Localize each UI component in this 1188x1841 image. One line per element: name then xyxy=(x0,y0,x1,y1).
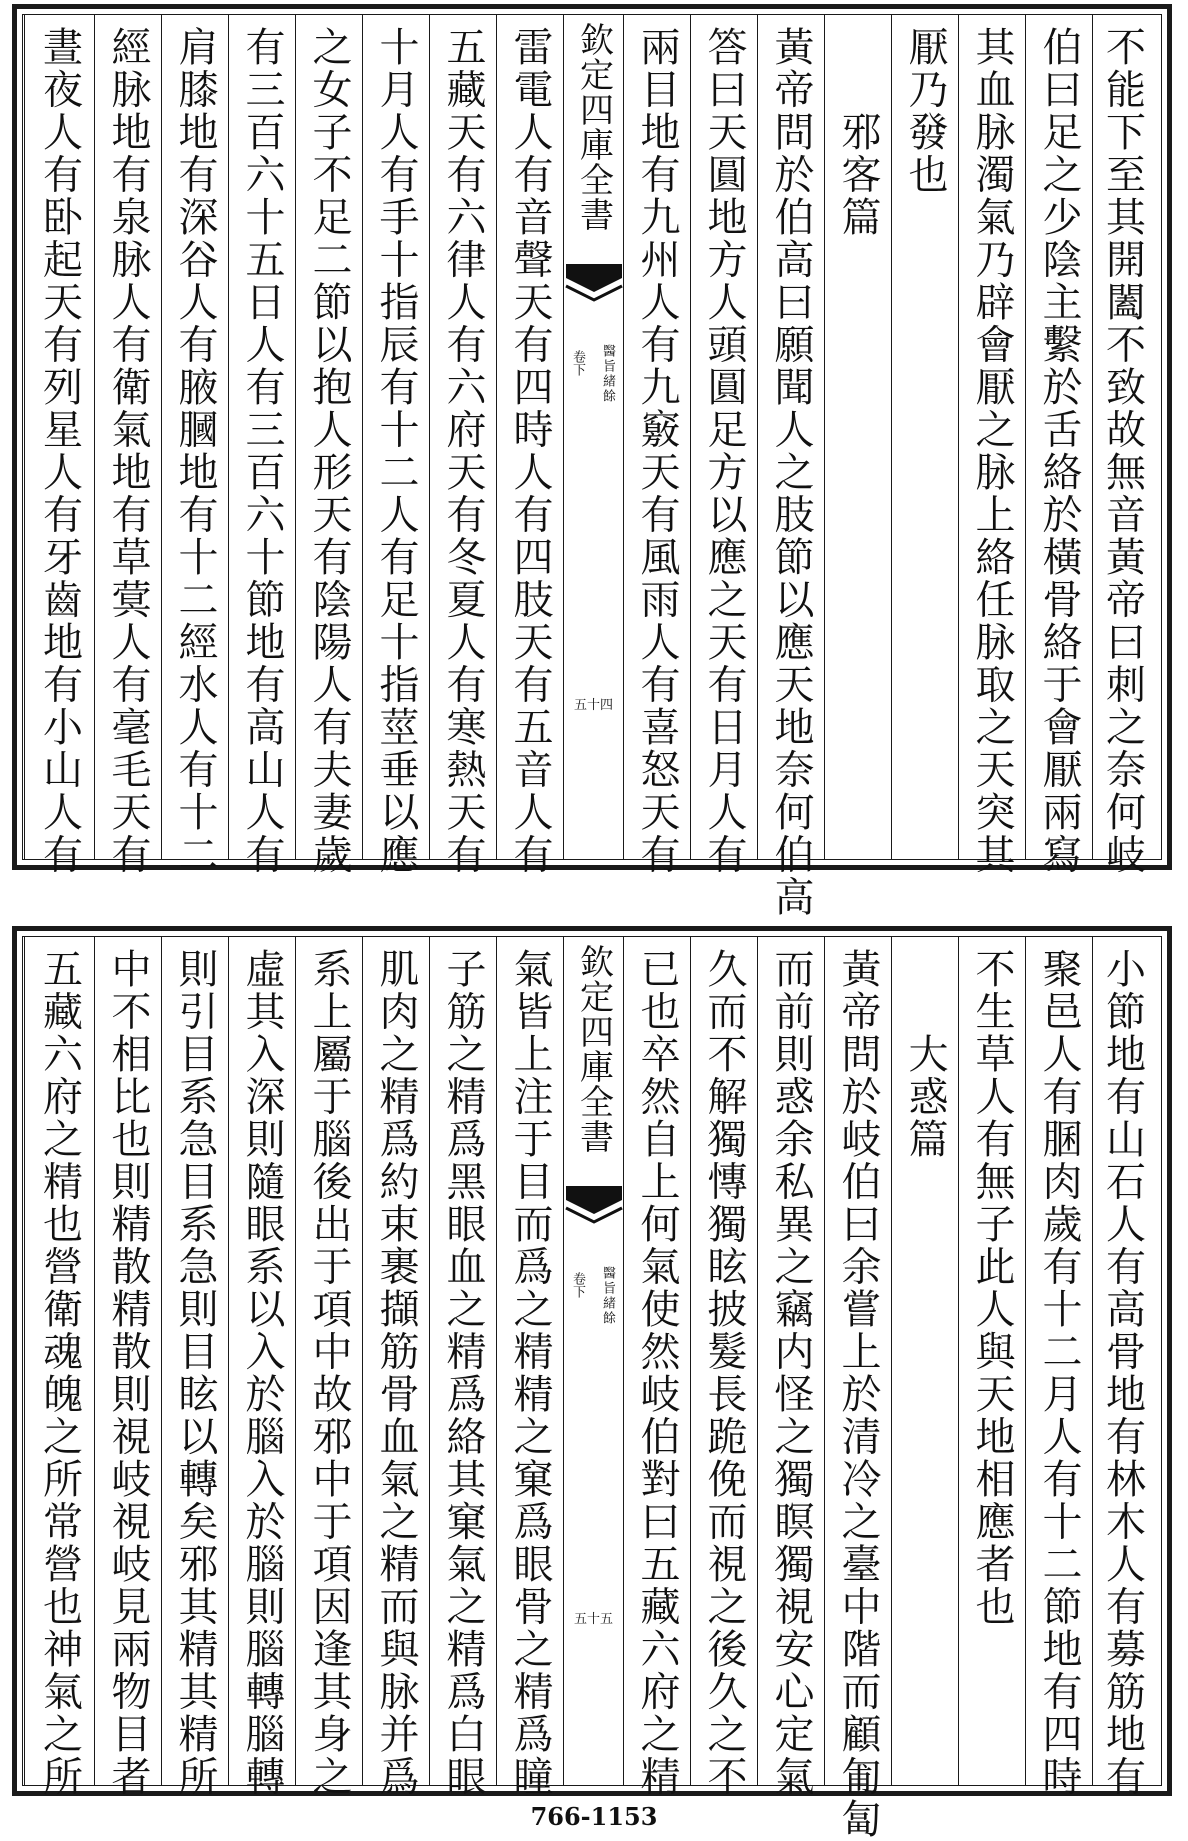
book-title: 醫旨緒餘 xyxy=(600,1266,615,1326)
column-text: 伯曰足之少陰主繫於舌絡於橫骨絡于會厭兩寫 xyxy=(1036,26,1082,876)
chapter-heading: 大惑篇 xyxy=(902,948,948,1161)
column-text: 厭乃發也 xyxy=(902,26,948,196)
text-column xyxy=(891,936,958,1786)
catalog-number: 766-1153 xyxy=(530,1802,658,1831)
text-column xyxy=(757,936,824,1798)
text-column xyxy=(362,936,429,1798)
column-text: 久而不解獨慱獨眩披髮長跪俛而視之後久之不 xyxy=(701,948,747,1798)
text-column xyxy=(958,936,1025,1786)
upper-page xyxy=(12,4,1172,919)
column-text: 中不相比也則精散精散則視岐視岐見兩物目者 xyxy=(105,948,151,1798)
book-title: 醫旨緒餘 xyxy=(600,344,615,404)
column-text: 兩目地有九州人有九竅天有風雨人有喜怒天有 xyxy=(634,26,680,876)
volume-label: 卷下 xyxy=(570,350,585,376)
column-text: 則引目系急目系急則目眩以轉矣邪其精其精所 xyxy=(172,948,218,1798)
text-column xyxy=(228,14,295,876)
column-text: 有三百六十五日人有三百六十節地有高山人有 xyxy=(239,26,285,876)
text-column xyxy=(295,14,362,876)
text-column xyxy=(690,14,757,876)
chapter-heading: 邪客篇 xyxy=(835,26,881,239)
center-fold xyxy=(563,936,623,1786)
text-column xyxy=(161,14,228,876)
column-text: 系上屬于腦後出于項中故邪中于項因逢其身之 xyxy=(306,948,352,1798)
text-column xyxy=(24,936,94,1798)
column-text: 不生草人有無子此人與天地相應者也 xyxy=(969,948,1015,1628)
page-number: 五十四 xyxy=(573,698,613,713)
column-text: 聚邑人有䐃肉歲有十二月人有十二節地有四時 xyxy=(1036,948,1082,1798)
fishtail-mark-icon xyxy=(566,264,622,304)
text-column xyxy=(24,14,94,876)
text-column xyxy=(958,14,1025,876)
center-fold xyxy=(563,14,623,860)
column-text: 黃帝問於岐伯曰余嘗上於清冷之臺中階而顧匍匐 xyxy=(835,948,881,1841)
column-text: 肩膝地有深谷人有腋膕地有十二經水人有十二 xyxy=(172,26,218,876)
text-column xyxy=(891,14,958,860)
column-text: 晝夜人有卧起天有列星人有牙齒地有小山人有 xyxy=(36,26,83,876)
text-column xyxy=(623,936,690,1798)
text-column xyxy=(1092,14,1152,876)
column-text: 十月人有手十指辰有十二人有足十指莖垂以應 xyxy=(373,26,419,876)
column-text: 五藏六府之精也營衛魂魄之所常營也神氣之所 xyxy=(36,948,83,1798)
column-text: 五藏天有六律人有六府天有冬夏人有寒熱天有 xyxy=(440,26,486,876)
column-text: 而前則惑余私異之竊内怪之獨瞑獨視安心定氣 xyxy=(768,948,814,1798)
column-text: 經脉地有泉脉人有衛氣地有草蓂人有毫毛天有 xyxy=(105,26,151,876)
column-text: 子筋之精爲黑眼血之精爲絡其窠氣之精爲白眼 xyxy=(440,948,486,1798)
volume-label: 卷下 xyxy=(570,1272,585,1298)
text-column xyxy=(757,14,824,919)
text-column xyxy=(690,936,757,1798)
text-column xyxy=(1025,14,1092,876)
text-column xyxy=(94,936,161,1798)
text-column xyxy=(295,936,362,1798)
column-text: 已也卒然自上何氣使然岐伯對曰五藏六府之精 xyxy=(634,948,680,1798)
column-text: 答曰天圓地方人頭圓足方以應之天有日月人有 xyxy=(701,26,747,876)
column-text: 氣皆上注于目而爲之精精之窠爲眼骨之精爲瞳 xyxy=(507,948,553,1798)
column-text: 小節地有山石人有高骨地有林木人有募筋地有 xyxy=(1099,948,1146,1798)
collection-title: 欽定四庫全書 xyxy=(573,22,614,232)
text-column xyxy=(94,14,161,876)
column-text: 之女子不足二節以抱人形天有陰陽人有夫妻歲 xyxy=(306,26,352,876)
column-text: 黃帝問於伯高曰願聞人之肢節以應天地奈何伯高 xyxy=(768,26,814,919)
column-text: 肌肉之精爲約束裹擷筋骨血氣之精而與脉并爲 xyxy=(373,948,419,1798)
collection-title: 欽定四庫全書 xyxy=(573,944,614,1154)
text-column xyxy=(228,936,295,1798)
column-text: 不能下至其開闔不致故無音黃帝曰刺之奈何岐 xyxy=(1099,26,1146,876)
text-column xyxy=(161,936,228,1798)
text-column xyxy=(429,936,496,1798)
text-column xyxy=(623,14,690,876)
page-number: 五十五 xyxy=(573,1612,613,1627)
column-text: 雷電人有音聲天有四時人有四肢天有五音人有 xyxy=(507,26,553,876)
column-text: 其血脉濁氣乃辟會厭之脉上絡任脉取之天突其 xyxy=(969,26,1015,876)
text-column xyxy=(1025,936,1092,1798)
text-column xyxy=(824,936,891,1841)
text-column xyxy=(1092,936,1152,1798)
text-column xyxy=(429,14,496,876)
column-text: 虛其入深則隨眼系以入於腦入於腦則腦轉腦轉 xyxy=(239,948,285,1798)
text-column xyxy=(496,936,563,1798)
text-column xyxy=(362,14,429,876)
fishtail-mark-icon xyxy=(566,1186,622,1226)
text-column xyxy=(496,14,563,876)
text-column xyxy=(824,14,891,860)
